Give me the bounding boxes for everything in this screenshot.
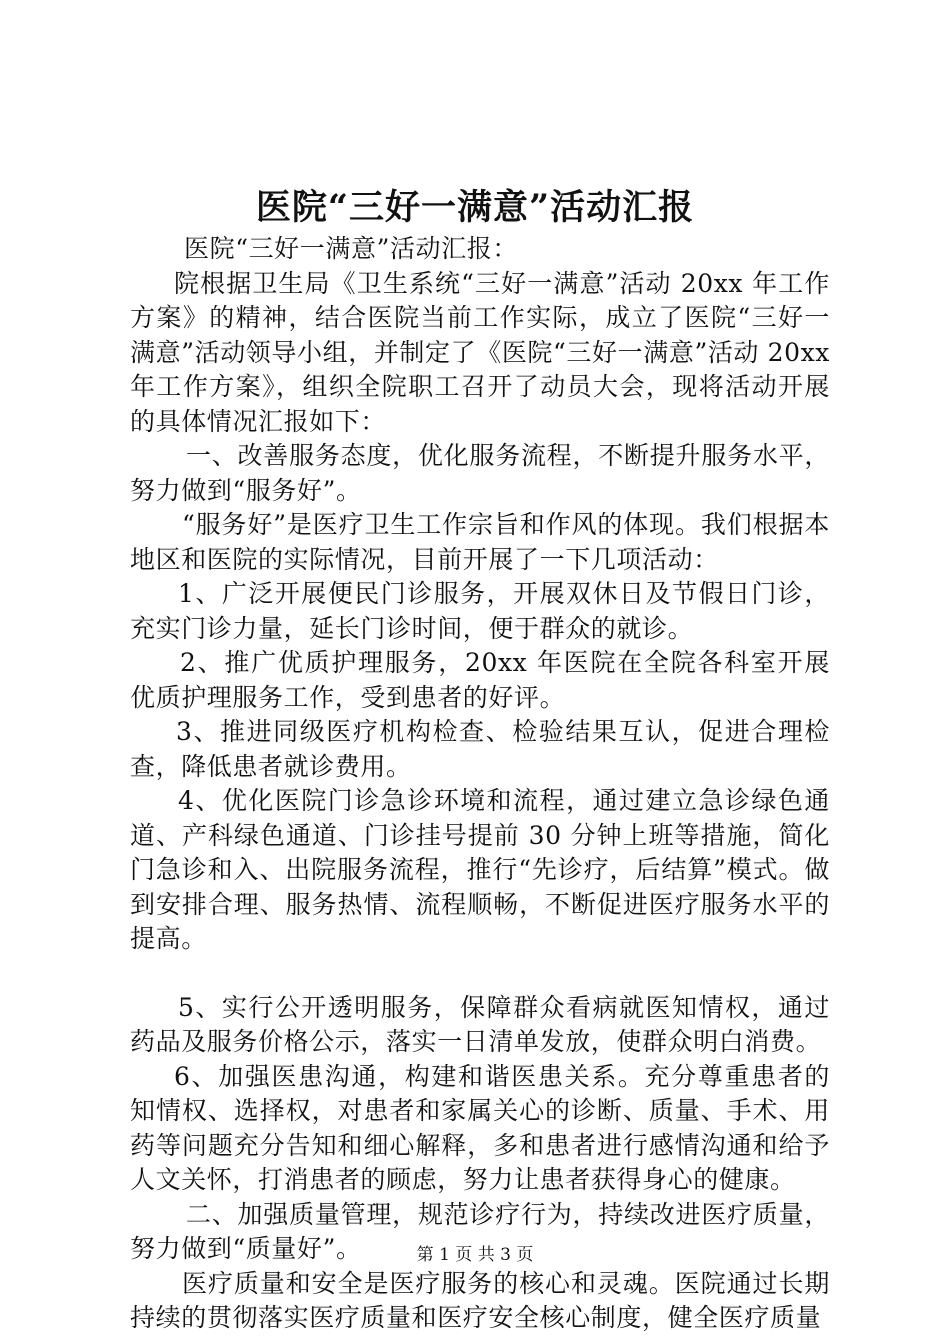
- paragraph-intro: 院根据卫生局《卫生系统“三好一满意”活动 20xx 年工作方案》的精神，结合医院当前工作实际，成立了医院“三好一满意”活动领导小组，并制定了《医院“三好一满意”活动 20xx 年工作方案》，组织全院职工召开了动员大会，现将活动开展的具体情况汇报如下：: [130, 268, 830, 436]
- page-footer: 第 1 页 共 3 页: [416, 1245, 534, 1265]
- section-heading-2: 二、加强质量管理，规范诊疗行为，持续改进医疗质量，努力做到“质量好”。: [130, 1199, 830, 1263]
- list-item-5: 5、实行公开透明服务，保障群众看病就医知情权，通过药品及服务价格公示，落实一日清单发放，使群众明白消费。: [130, 992, 830, 1056]
- list-item-2: 2、推广优质护理服务，20xx 年医院在全院各科室开展优质护理服务工作，受到患者的好评。: [130, 648, 830, 712]
- list-item-3: 3、推进同级医疗机构检查、检验结果互认，促进合理检查，降低患者就诊费用。: [130, 717, 830, 781]
- list-item-6: 6、加强医患沟通，构建和谐医患关系。充分尊重患者的知情权、选择权，对患者和家属关心的诊断、质量、手术、用药等问题充分告知和细心解释，多和患者进行感情沟通和给予人文关怀，打消患者的顾虑，努力让患者获得身心的健康。: [130, 1061, 830, 1194]
- document-body: [130, 232, 830, 1336]
- paragraph-quality: 医疗质量和安全是医疗服务的核心和灵魂。医院通过长期持续的贯彻落实医疗质量和医疗安全核心制度，健全医疗质量: [130, 1268, 830, 1332]
- paragraph-heading: 医院“三好一满意”活动汇报：: [184, 234, 518, 263]
- list-item-1: 1、广泛开展便民门诊服务，开展双休日及节假日门诊，充实门诊力量，延长门诊时间，便于群众的就诊。: [130, 579, 830, 643]
- document-title: 医院“三好一满意”活动汇报: [255, 187, 695, 228]
- list-item-4: 4、优化医院门诊急诊环境和流程，通过建立急诊绿色通道、产科绿色通道、门诊挂号提前 30 分钟上班等措施，简化门急诊和入、出院服务流程，推行“先诊疗，后结算”模式。做到安排合理、服务热情、流程顺畅，不断促进医疗服务水平的提高。: [130, 786, 830, 953]
- paragraph-service: “服务好”是医疗卫生工作宗旨和作风的体现。我们根据本地区和医院的实际情况，目前开展了一下几项活动：: [130, 510, 830, 574]
- section-heading-1: 一、改善服务态度，优化服务流程，不断提升服务水平，努力做到“服务好”。: [130, 441, 830, 505]
- paragraph-gap: [130, 957, 830, 991]
